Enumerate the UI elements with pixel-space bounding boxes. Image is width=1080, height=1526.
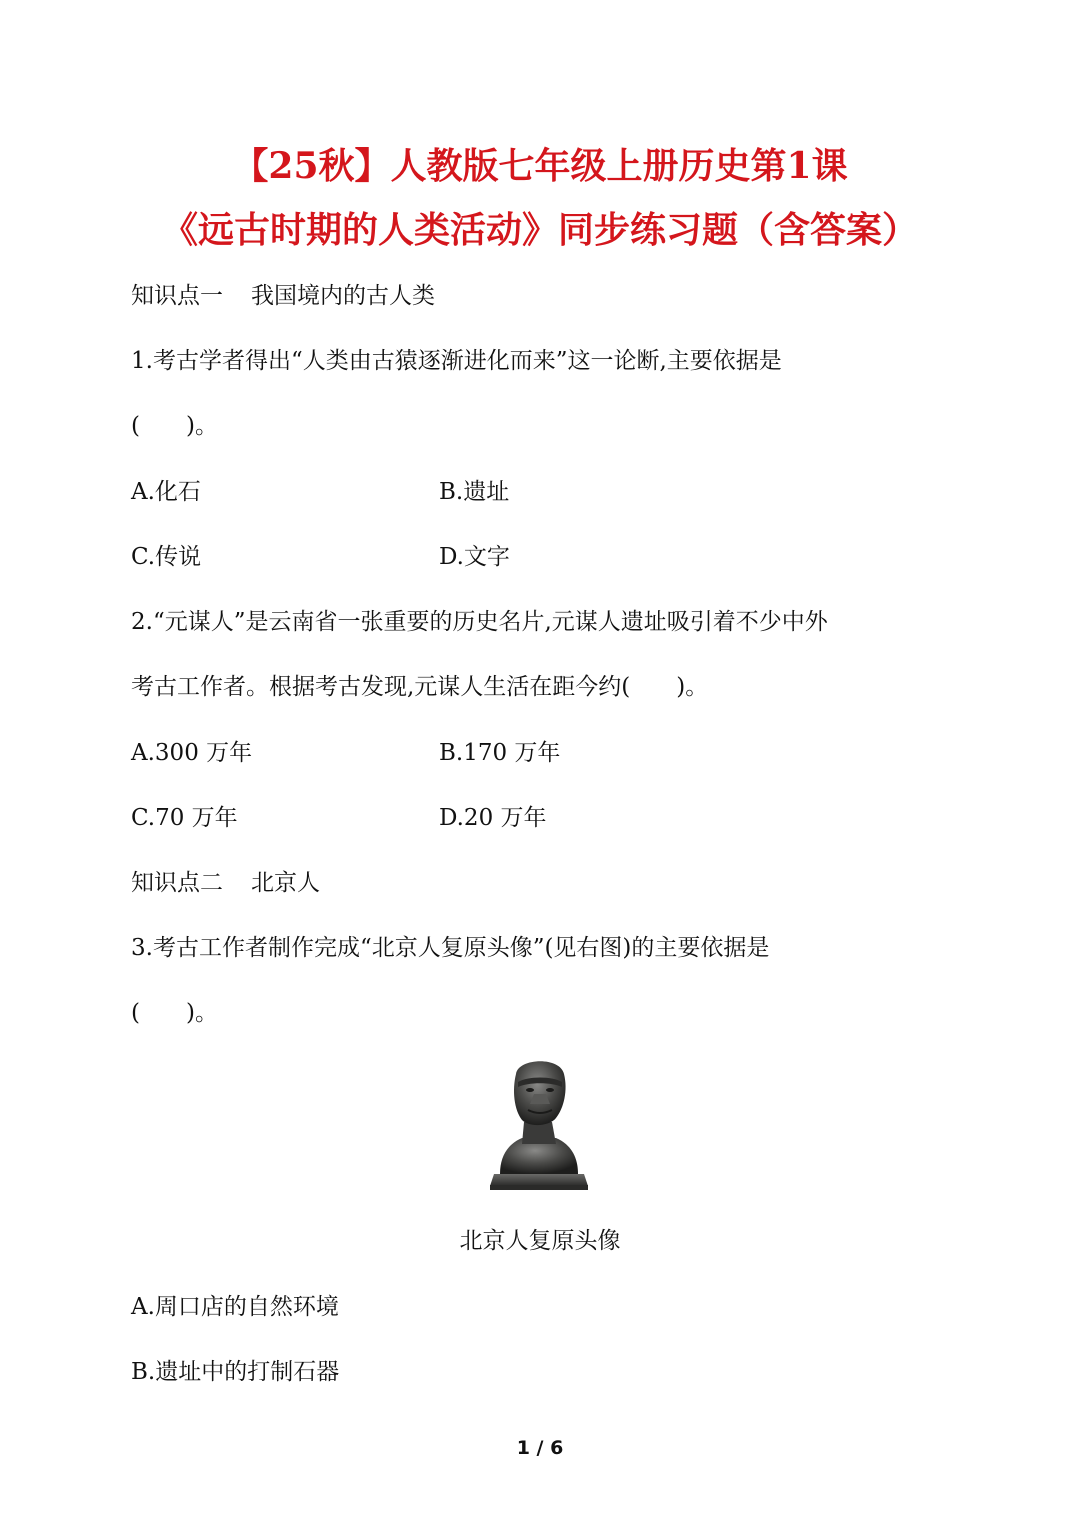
- section-name: 我国境内的古人类: [251, 283, 435, 309]
- question-3-option-a: A.周口店的自然环境: [131, 1294, 339, 1320]
- question-1-option-c: C.传说: [131, 544, 202, 570]
- question-2-option-c: C.70 万年: [131, 805, 238, 831]
- question-3-option-b: B.遗址中的打制石器: [131, 1359, 340, 1385]
- section-label: 知识点二: [131, 870, 223, 896]
- question-3-line1: 3.考古工作者制作完成“北京人复原头像”(见右图)的主要依据是: [131, 935, 770, 961]
- question-3-line2: ( )。: [131, 1000, 218, 1026]
- question-1-option-a: A.化石: [131, 479, 201, 505]
- section-name: 北京人: [251, 870, 320, 896]
- question-1-line2: ( )。: [131, 413, 218, 439]
- question-2-option-d: D.20 万年: [439, 805, 547, 831]
- question-1-line1: 1.考古学者得出“人类由古猿逐渐进化而来”这一论断,主要依据是: [131, 348, 782, 374]
- document-title-line2: 《远古时期的人类活动》同步练习题（含答案）: [161, 209, 918, 251]
- question-2-line2: 考古工作者。根据考古发现,元谋人生活在距今约( )。: [131, 674, 709, 700]
- document-title-line1: 【25秋】人教版七年级上册历史第1课: [232, 145, 848, 187]
- question-2-line1: 2.“元谋人”是云南省一张重要的历史名片,元谋人遗址吸引着不少中外: [131, 609, 828, 635]
- section-heading-2: [131, 868, 320, 898]
- question-2-option-a: A.300 万年: [131, 740, 253, 766]
- peking-man-bust-image: [486, 1052, 592, 1192]
- question-1-option-b: B.遗址: [439, 479, 510, 505]
- section-label: 知识点一: [131, 283, 223, 309]
- page-number: 1 / 6: [516, 1437, 564, 1459]
- question-1-option-d: D.文字: [439, 544, 510, 570]
- figure-caption: 北京人复原头像: [459, 1228, 621, 1254]
- question-2-option-b: B.170 万年: [439, 740, 561, 766]
- section-heading-1: [131, 281, 435, 311]
